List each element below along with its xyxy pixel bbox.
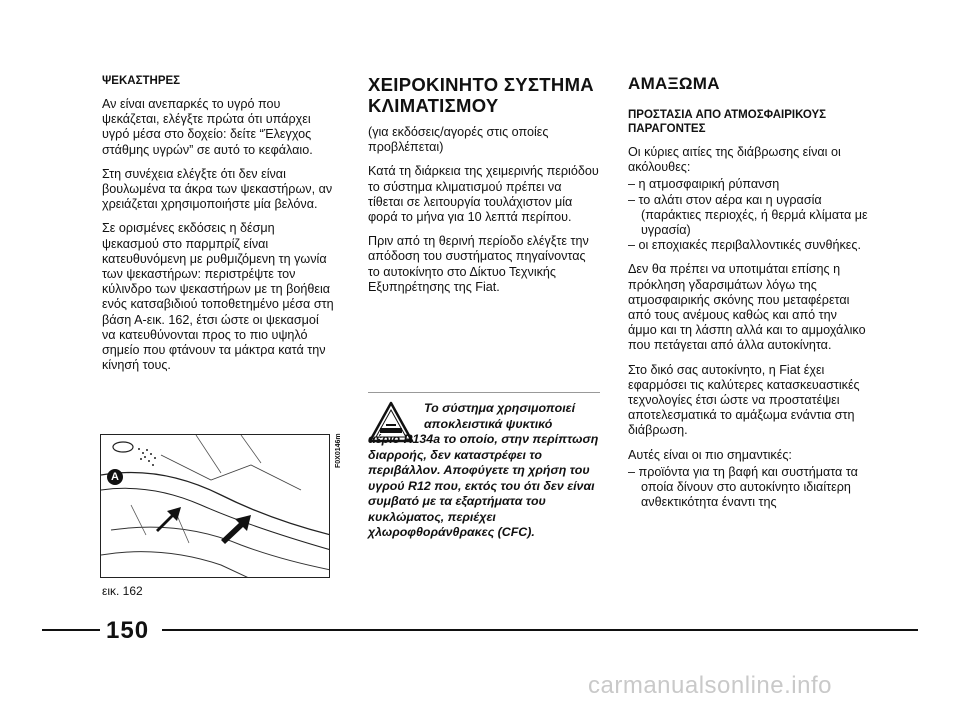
section-heading-wipers: ΨΕΚΑΣΤΗΡΕΣ: [102, 75, 181, 87]
footer-rule-left: [42, 629, 100, 631]
warning-note: [368, 401, 600, 541]
figure-caption: εικ. 162: [102, 584, 143, 598]
figure-code-text: F0X0146m: [335, 433, 342, 468]
column-wipers: [102, 74, 334, 373]
paragraph: Οι κύριες αιτίες της διάβρωσης είναι οι ακόλουθες:: [628, 145, 841, 175]
figure-162: [100, 434, 330, 578]
paragraph: Στη συνέχεια ελέγξτε ότι δεν είναι βουλωμένα τα άκρα των ψεκαστήρων, αν χρειάζεται χρησιμοποιήστε μία βελόνα.: [102, 166, 333, 212]
marker-letter: A: [111, 471, 119, 483]
protection-list: [628, 465, 868, 511]
causes-list: [628, 177, 868, 253]
windshield-washer-illustration: [101, 435, 330, 578]
watermark: carmanualsonline.info: [588, 672, 832, 699]
list-item: – το αλάτι στον αέρα και η υγρασία (παράκτιες περιοχές, ή θερμά κλίματα με υγρασία): [628, 193, 868, 239]
page-number: 150: [106, 617, 150, 644]
list-item: – η ατμοσφαιρική ρύπανση: [628, 177, 868, 192]
column-air-conditioning: [368, 74, 600, 295]
paragraph: Δεν θα πρέπει να υποτιμάται επίσης η πρόκληση γδαρσιμάτων λόγω της ατμοσφαιρικής σκόνης που μεταφέρεται από τους ανέμους καθώς και από την άμμο και τη λάσπη αλλά και το αμμοχάλικο που πετάγεται από άλλα αυτοκίνητα.: [628, 262, 866, 353]
paragraph: Σε ορισμένες εκδόσεις η δέσμη ψεκασμού στο παρμπρίζ είναι κατευθυνόμενη με ρυθμιζόμενη τη γωνία των ψεκαστήρων: περιστρέψτε τον κύλινδρο των ψεκαστήρων με τη βοήθεια ενός κατσαβιδιού τοποθετημένο μέσα στη βάση Α-εικ. 162, έτσι ώστε οι ψεκασμοί να κατευθύνονται προς το πιο υψηλό σημείο που φτάνουν τα μάκτρα κατά την κίνησή τους.: [102, 221, 334, 373]
subheading-protection: ΠΡΟΣΤΑΣΙΑ ΑΠΟ ΑΤΜΟΣΦΑΙΡΙΚΟΥΣ ΠΑΡΑΓΟΝΤΕΣ: [628, 109, 827, 135]
section-heading-ac: ΧΕΙΡΟΚΙΝΗΤΟ ΣΥΣΤΗΜΑ ΚΛΙΜΑΤΙΣΜΟΥ: [368, 74, 594, 116]
paragraph: Στο δικό σας αυτοκίνητο, η Fiat έχει εφαρμόσει τις καλύτερες κατασκευαστικές τεχνολογίες έτσι ώστε να προστατέψει αποτελεσματικά το αμάξωμα ενάντια στη διάβρωση.: [628, 362, 860, 438]
section-heading-bodywork: ΑΜΑΞΩΜΑ: [628, 74, 720, 93]
paragraph: Αν είναι ανεπαρκές το υγρό που ψεκάζεται, ελέγξτε πρώτα ότι υπάρχει υγρό μέσα στο δοχείο: δείτε “Έλεγχος στάθμης υγρών” σε αυτό το κεφάλαιο.: [102, 97, 313, 157]
paragraph: Πριν από τη θερινή περίοδο ελέγξτε την απόδοση του συστήματος πηγαίνοντας το αυτοκίνητο στο Δίκτυο Τεχνικής Εξυπηρέτησης της Fiat.: [368, 234, 589, 294]
warning-body: αέριο R134a το οποίο, στην περίπτωση διαρροής, δεν καταστρέφει το περιβάλλον. Αποφύγετε τη χρήση του υγρού R12 που, εκτός του ότι δεν είναι συμβατό με τα εξαρτήματα του κυκλώματος, περιέχει χλωροφθοράνθρακες (CFC).: [368, 432, 599, 539]
list-item: – οι εποχιακές περιβαλλοντικές συνθήκες.: [628, 238, 868, 253]
warning-lead: Το σύστημα χρησιμοποιεί αποκλειστικά ψυκτικό: [424, 401, 576, 431]
label-a-marker: [107, 469, 123, 485]
paragraph: Αυτές είναι οι πιο σημαντικές:: [628, 447, 792, 462]
figure-code: [335, 432, 349, 468]
paragraph: (για εκδόσεις/αγορές στις οποίες προβλέπεται): [368, 125, 549, 155]
footer-rule-right: [162, 629, 918, 631]
warning-divider: [368, 392, 600, 393]
list-item: – προϊόντα για τη βαφή και συστήματα τα οποία δίνουν στο αυτοκίνητο ιδιαίτερη ανθεκτικότητα έναντι της: [628, 465, 868, 511]
paragraph: Κατά τη διάρκεια της χειμερινής περιόδου το σύστημα κλιματισμού πρέπει να τίθεται σε λειτουργία τουλάχιστον μία φορά το μήνα για 10 λεπτά περίπου.: [368, 164, 599, 225]
column-bodywork: [628, 74, 868, 510]
